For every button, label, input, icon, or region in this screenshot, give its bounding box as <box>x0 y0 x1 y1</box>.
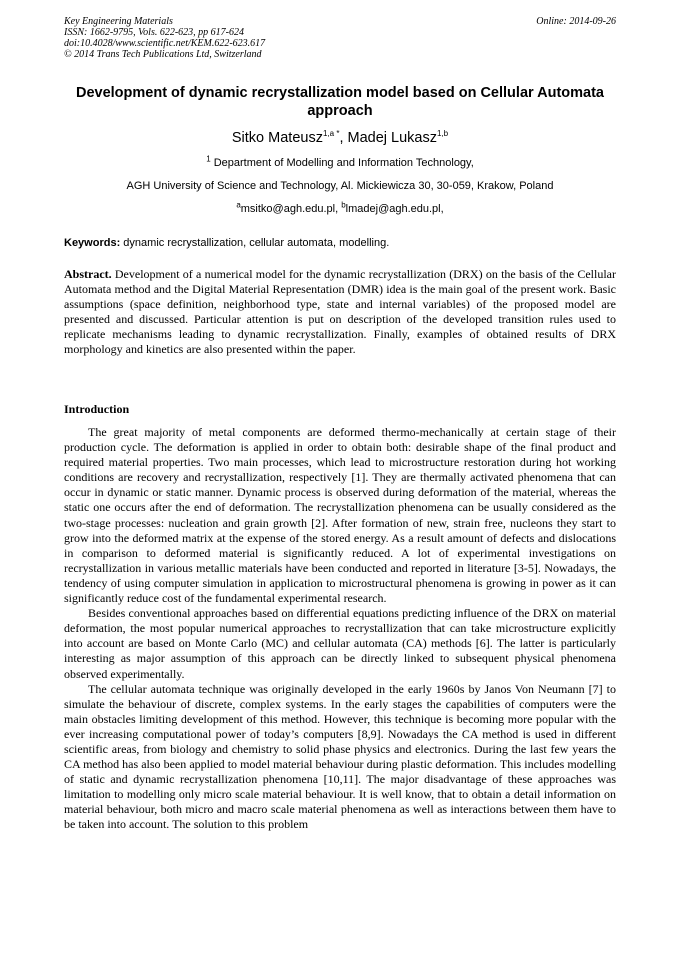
affiliation-sup: 1 <box>206 154 211 164</box>
department-text: Department of Modelling and Information Technology, <box>210 157 474 169</box>
paper-title: Development of dynamic recrystallization model based on Cellular Automata approach <box>75 85 605 119</box>
email-line <box>64 200 616 215</box>
online-date: Online: 2014-09-26 <box>536 16 616 27</box>
author-1-affil-sup: 1,a * <box>322 129 340 139</box>
keywords-label: Keywords: <box>64 237 121 249</box>
intro-paragraph-3: The cellular automata technique was originally developed in the early 1960s by Janos Von Neumann [7] to simulate the behaviour of discrete, complex systems. In the early stages the capabilities of computers were the main obstacles limiting development of this method. However, this technique is becoming more popular with the ever increasing computational power of today’s computers [8,9]. Nowadays the CA method is used in different scientific areas, from biology and chemistry to solid phase physics and electronics. During the last few years the CA method has also been applied to model material behaviour during plastic deformation. This includes modelling of static and dynamic recrystallization phenomena [10,11]. The major disadvantage of these approaches was limitation to modelling only micro scale material behaviour. It is well know, that to obtain a detail information on material behaviour, both micro and macro scale material phenomena as well as interactions between them have to be taken into account. The solution to this problem <box>64 681 616 832</box>
keywords <box>64 237 616 249</box>
issn-line: ISSN: 1662-9795, Vols. 622-623, pp 617-624 <box>64 27 244 38</box>
intro-paragraph-2: Besides conventional approaches based on differential equations predicting influence of the DRX on material deformation, the most popular numerical approaches to recrystallization that can take microstructure explicitly into account are based on Monte Carlo (MC) and cellular automata (CA) methods [6]. The latter is particularly interesting as major assumption of this approach can be directly linked to subsequent physical phenomena observed experimentally. <box>64 606 616 681</box>
affiliation-department <box>64 154 616 169</box>
doi-line: doi:10.4028/www.scientific.net/KEM.622-623.617 <box>64 38 266 49</box>
intro-paragraph-1: The great majority of metal components are deformed thermo-mechanically at certain stage of their production cycle. The deformation is applied in order to obtain both: desirable shape of the final product and required material properties. Two main processes, which lead to microstructure restoration during hot working conditions are recovery and recrystallization, respectively [1]. They are thermally activated phenomena that can occur in dynamic or static manner. Dynamic process is observed during deformation of the material, whereas the static one occurs after the end of deformation. The recrystallization phenomena can be usually considered as the two-stage processes: nucleation and grain growth [2]. After formation of new, strain free, nucleons they start to grow into the deformed matrix at the expense of the stored energy. As a result amount of defects and dislocations in comparison to deformed material is significantly reduced. A lot of experimental investigations on recrystallization in various metallic materials have been conducted and reported in literature [3-5]. Nowadays, the tendency of using computer simulation in application to microstructural phenomena is growing in power as it can significantly reduce cost of the fundamental experimental research. <box>64 425 616 606</box>
author-line <box>64 130 616 146</box>
email-b: lmadej@agh.edu.pl, <box>345 203 444 215</box>
author-2-affil-sup: 1,b <box>436 129 449 139</box>
journal-header <box>64 16 616 60</box>
introduction-body <box>64 425 616 833</box>
introduction-heading: Introduction <box>64 402 130 416</box>
abstract <box>64 267 616 358</box>
author-separator: , <box>339 130 348 146</box>
affiliation-university: AGH University of Science and Technology, Al. Mickiewicza 30, 30-059, Krakow, Poland <box>126 180 554 192</box>
author-1: Sitko Mateusz <box>231 130 323 146</box>
journal-name: Key Engineering Materials <box>64 16 173 27</box>
email-b-sup: b <box>341 200 346 210</box>
author-2: Madej Lukasz <box>347 130 437 146</box>
email-a-sup: a <box>236 200 241 210</box>
email-a: msitko@agh.edu.pl, <box>240 203 342 215</box>
abstract-text: Development of a numerical model for the dynamic recrystallization (DRX) on the basis of the Cellular Automata method and the Digital Material Representation (DMR) idea is the main goal of the present work. Basic assumptions (space definition, neighborhood type, state and internal variables) of the proposed model are presented and discussed. Particular attention is put on description of the developed transition rules used to replicate mechanisms leading to dynamic recrystallization. Finally, examples of obtained results of DRX morphology and kinetics are also presented within the paper. <box>64 267 616 357</box>
copyright-line: © 2014 Trans Tech Publications Ltd, Switzerland <box>64 49 262 60</box>
keywords-text: dynamic recrystallization, cellular automata, modelling. <box>120 237 390 249</box>
abstract-label: Abstract. <box>64 267 112 281</box>
abstract-paragraph <box>64 267 616 358</box>
